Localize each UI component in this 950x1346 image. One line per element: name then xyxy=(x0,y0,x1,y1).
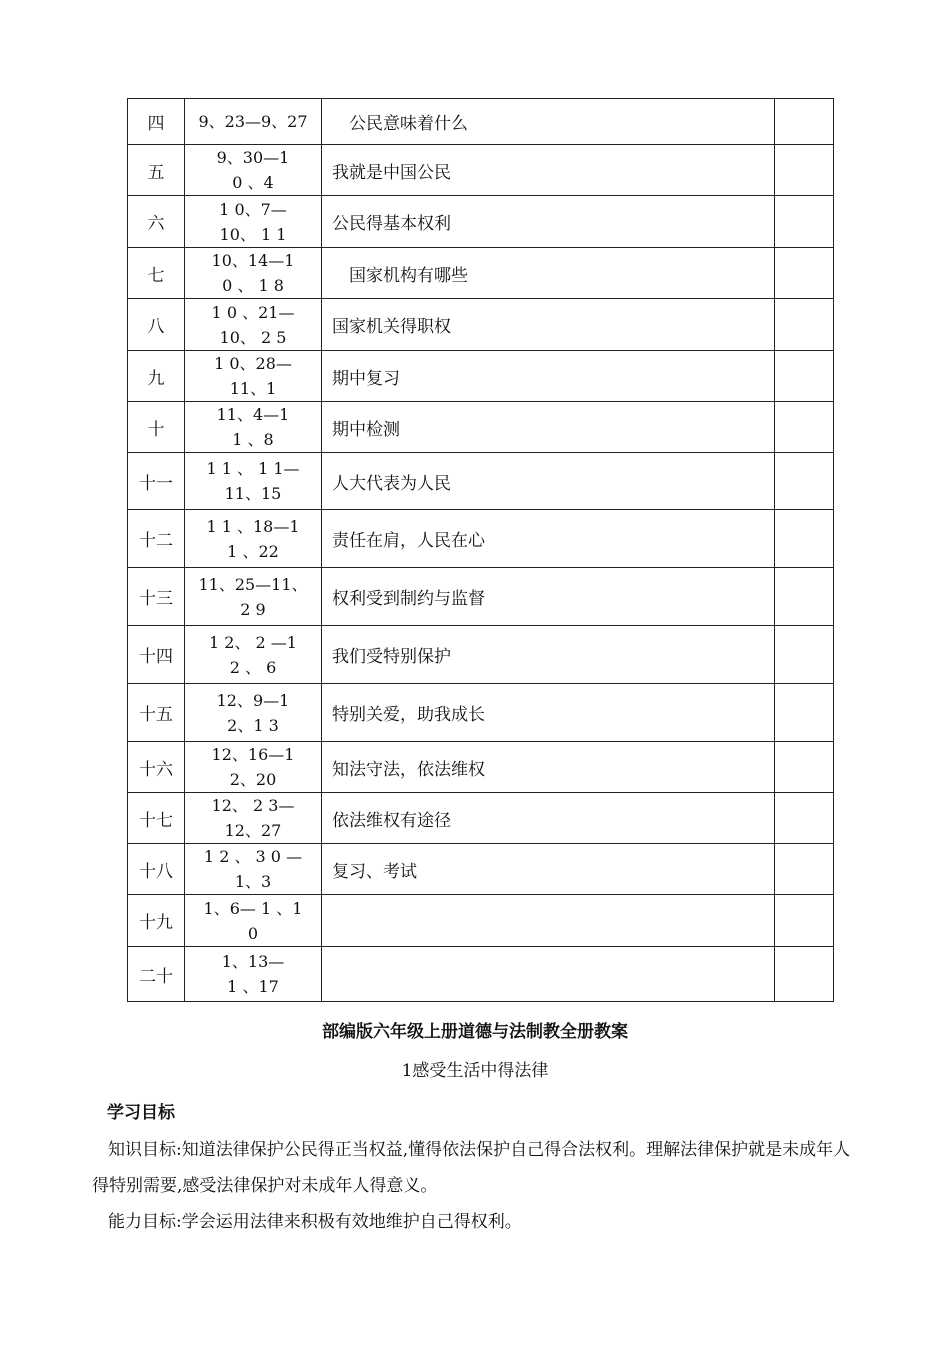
week-cell: 十五 xyxy=(128,684,185,742)
week-cell: 九 xyxy=(128,351,185,402)
table-row xyxy=(128,145,834,196)
section-label: 学习目标 xyxy=(107,1103,175,1123)
ability-goal: 能力目标:学会运用法律来积极有效地维护自己得权利。 xyxy=(108,1212,522,1232)
topic-cell: 权利受到制约与监督 xyxy=(322,568,775,626)
date-line: 1 1 、18—1 xyxy=(206,516,300,536)
date-line: 1 2、 2 —1 xyxy=(209,632,297,652)
date-line: 1、6— 1 、1 xyxy=(203,898,303,918)
topic-cell: 人大代表为人民 xyxy=(322,453,775,510)
topic-cell: 公民得基本权利 xyxy=(322,196,775,248)
date-line: 10、 2 5 xyxy=(219,327,287,347)
date-line: 12、9—1 xyxy=(216,690,290,710)
schedule-table xyxy=(127,98,834,1002)
date-line: 11、15 xyxy=(224,484,282,503)
table-row xyxy=(128,351,834,402)
topic-cell: 国家机关得职权 xyxy=(322,299,775,351)
date-line: 1 0 、21— xyxy=(211,302,295,322)
table-row xyxy=(128,510,834,568)
date-line: 1、13— xyxy=(221,952,285,971)
table-row xyxy=(128,684,834,742)
table-row xyxy=(128,402,834,453)
note-cell xyxy=(775,895,834,947)
date-cell xyxy=(185,196,322,248)
date-cell xyxy=(185,248,322,299)
date-cell xyxy=(185,844,322,895)
week-cell: 十六 xyxy=(128,742,185,793)
week-cell: 二十 xyxy=(128,947,185,1002)
date-cell xyxy=(185,99,322,145)
date-cell xyxy=(185,793,322,844)
topic-cell: 期中检测 xyxy=(322,402,775,453)
table-row xyxy=(128,947,834,1002)
date-cell xyxy=(185,510,322,568)
table-row xyxy=(128,895,834,947)
date-line: 1 2 、 3 0 — xyxy=(203,847,303,866)
date-line: 1、3 xyxy=(234,872,272,891)
note-cell xyxy=(775,99,834,145)
date-line: 1 、8 xyxy=(232,430,274,449)
date-line: 2 9 xyxy=(240,599,266,619)
date-line: 1 0、28— xyxy=(214,354,292,373)
date-line: 0 、 1 8 xyxy=(222,276,284,295)
date-line: 2、20 xyxy=(229,770,277,789)
date-cell xyxy=(185,684,322,742)
topic-cell: 我就是中国公民 xyxy=(322,145,775,196)
note-cell xyxy=(775,844,834,895)
note-cell xyxy=(775,402,834,453)
date-line: 9、23—9、27 xyxy=(198,112,308,131)
topic-cell: 我们受特别保护 xyxy=(322,626,775,684)
topic-cell: 依法维权有途径 xyxy=(322,793,775,844)
note-cell xyxy=(775,793,834,844)
date-cell xyxy=(185,568,322,626)
week-cell: 十一 xyxy=(128,453,185,510)
date-cell xyxy=(185,145,322,196)
table-row xyxy=(128,626,834,684)
knowledge-goal: 知识目标:知道法律保护公民得正当权益,懂得依法保护自己得合法权利。理解法律保护就是未成年人得特别需要,感受法律保护对未成年人得意义。 xyxy=(92,1140,851,1196)
date-line: 1 、22 xyxy=(227,541,279,561)
week-cell: 七 xyxy=(128,248,185,299)
note-cell xyxy=(775,626,834,684)
date-line: 12、27 xyxy=(224,821,282,840)
topic-cell: 特别关爱，助我成长 xyxy=(322,684,775,742)
week-cell: 十四 xyxy=(128,626,185,684)
note-cell xyxy=(775,453,834,510)
date-line: 0 、4 xyxy=(232,173,274,192)
week-cell: 五 xyxy=(128,145,185,196)
lesson-title: 1感受生活中得法律 xyxy=(401,1061,549,1081)
note-cell xyxy=(775,510,834,568)
date-line: 1 1 、 1 1— xyxy=(206,459,300,478)
date-line: 2 、 6 xyxy=(229,657,277,677)
note-cell xyxy=(775,145,834,196)
date-line: 11、25—11、 xyxy=(198,574,308,594)
note-cell xyxy=(775,196,834,248)
date-line: 1 、17 xyxy=(227,977,279,996)
topic-cell: 公民意味着什么 xyxy=(322,99,775,145)
week-cell: 十三 xyxy=(128,568,185,626)
date-line: 12、 2 3— xyxy=(211,796,295,815)
table-row xyxy=(128,99,834,145)
topic-cell: 复习、考试 xyxy=(322,844,775,895)
table-row xyxy=(128,453,834,510)
table-row xyxy=(128,568,834,626)
note-cell xyxy=(775,742,834,793)
week-cell: 四 xyxy=(128,99,185,145)
date-line: 1 0、7— xyxy=(219,199,287,219)
document-title: 部编版六年级上册道德与法制教全册教案 xyxy=(322,1022,628,1042)
date-line: 0 xyxy=(247,923,259,943)
week-cell: 十九 xyxy=(128,895,185,947)
note-cell xyxy=(775,568,834,626)
table-row xyxy=(128,196,834,248)
date-line: 9、30—1 xyxy=(216,148,290,167)
date-cell xyxy=(185,742,322,793)
date-line: 12、16—1 xyxy=(211,745,295,764)
date-line: 10、 1 1 xyxy=(219,224,287,244)
table-row xyxy=(128,742,834,793)
week-cell: 八 xyxy=(128,299,185,351)
note-cell xyxy=(775,684,834,742)
note-cell xyxy=(775,351,834,402)
date-line: 11、1 xyxy=(229,379,277,398)
topic-cell: 国家机构有哪些 xyxy=(322,248,775,299)
date-line: 11、4—1 xyxy=(216,405,290,424)
table-row xyxy=(128,844,834,895)
topic-cell: 知法守法，依法维权 xyxy=(322,742,775,793)
week-cell: 十七 xyxy=(128,793,185,844)
topic-cell xyxy=(322,947,775,1002)
schedule-body xyxy=(128,99,834,1002)
date-cell xyxy=(185,299,322,351)
date-cell xyxy=(185,453,322,510)
topic-cell: 期中复习 xyxy=(322,351,775,402)
note-cell xyxy=(775,299,834,351)
note-cell xyxy=(775,248,834,299)
date-line: 2、1 3 xyxy=(227,715,279,735)
topic-cell xyxy=(322,895,775,947)
date-cell xyxy=(185,947,322,1002)
week-cell: 十二 xyxy=(128,510,185,568)
week-cell: 十八 xyxy=(128,844,185,895)
week-cell: 十 xyxy=(128,402,185,453)
note-cell xyxy=(775,947,834,1002)
topic-cell: 责任在肩，人民在心 xyxy=(322,510,775,568)
date-cell xyxy=(185,351,322,402)
date-cell xyxy=(185,626,322,684)
table-row xyxy=(128,299,834,351)
date-cell xyxy=(185,895,322,947)
date-cell xyxy=(185,402,322,453)
date-line: 10、14—1 xyxy=(211,251,295,270)
table-row xyxy=(128,248,834,299)
week-cell: 六 xyxy=(128,196,185,248)
table-row xyxy=(128,793,834,844)
